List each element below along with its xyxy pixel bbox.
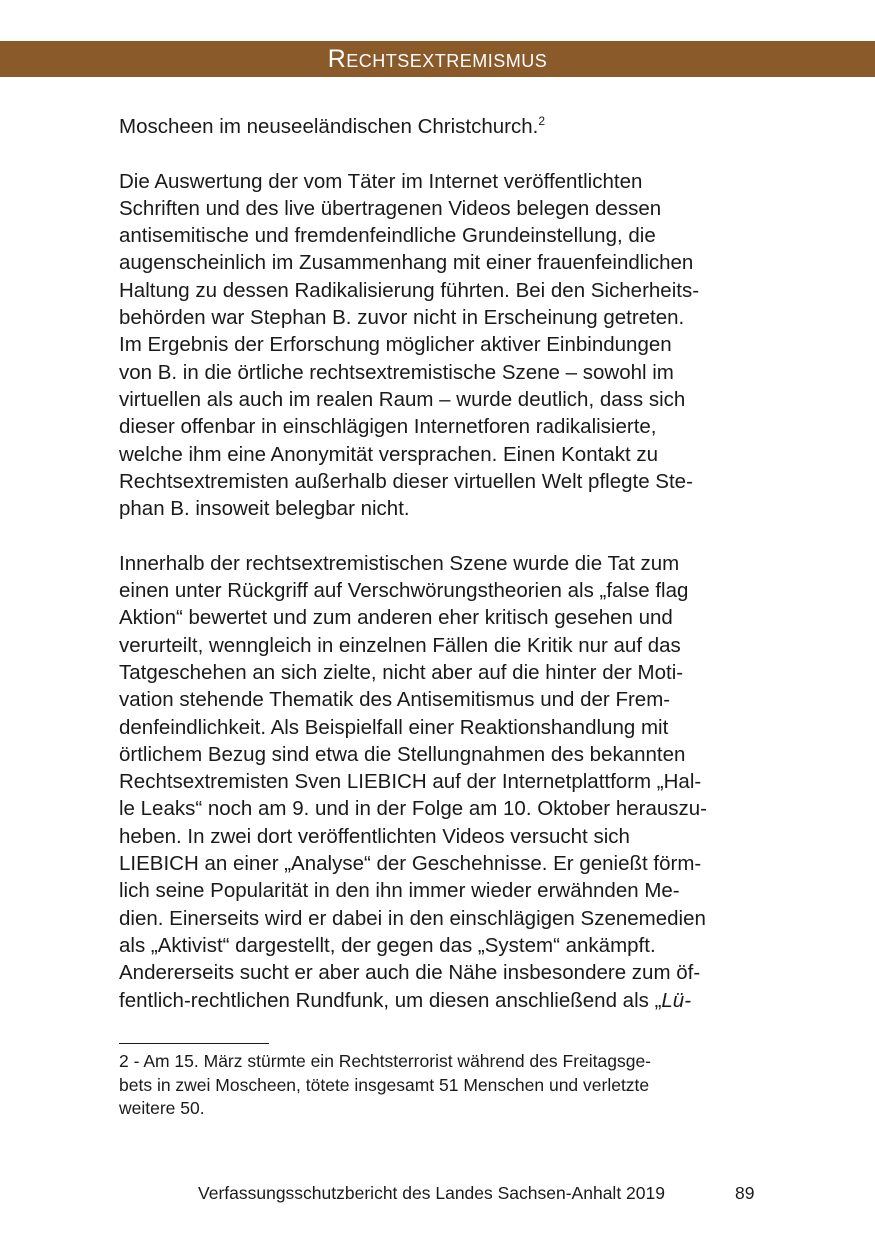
footnote-divider: [119, 1043, 269, 1044]
paragraph-line: Im Ergebnis der Erforschung möglicher aktiver Einbindungen: [119, 333, 672, 357]
paragraph-line: vation stehende Thematik des Antisemitismus und der Frem-: [119, 688, 671, 712]
footnote-line: bets in zwei Moscheen, tötete insgesamt 51 Menschen und verletzte: [119, 1074, 650, 1095]
paragraph-line: lich seine Popularität in den ihn immer wieder erwähnden Me-: [119, 879, 680, 903]
italic-text: Lü-: [661, 988, 692, 1012]
paragraph-line: Rechtsextremisten Sven LIEBICH auf der Internetplattform „Hal-: [119, 770, 702, 794]
paragraph-line: örtlichem Bezug sind etwa die Stellungnahmen des bekannten: [119, 742, 686, 766]
footnote: [119, 1050, 759, 1121]
paragraph-line: denfeindlichkeit. Als Beispielfall einer Reaktionshandlung mit: [119, 715, 669, 739]
footnote-reference[interactable]: 2: [538, 114, 546, 129]
paragraph-line: Rechtsextremisten außerhalb dieser virtuellen Welt pflegte Ste-: [119, 469, 693, 493]
paragraph-line: augenscheinlich im Zusammenhang mit einer frauenfeindlichen: [119, 251, 694, 275]
footnote-line: weitere 50.: [119, 1098, 205, 1118]
publication-title: Verfassungsschutzbericht des Landes Sachsen-Anhalt 2019: [198, 1183, 665, 1203]
paragraph-line: behörden war Stephan B. zuvor nicht in Erscheinung getreten.: [119, 306, 685, 330]
paragraph-line: als „Aktivist“ dargestellt, der gegen das „System“ ankämpft.: [119, 933, 656, 957]
paragraph-line: Aktion“ bewertet und zum anderen eher kritisch gesehen und: [119, 606, 673, 630]
footnote-line: 2 - Am 15. März stürmte ein Rechtsterrorist während des Freitagsge-: [119, 1051, 652, 1071]
paragraph-line: fentlich-rechtlichen Rundfunk, um diesen anschließend als „Lü-: [119, 988, 692, 1012]
paragraph-line: Tatgeschehen an sich zielte, nicht aber auf die hinter der Moti-: [119, 660, 684, 684]
paragraph-line: einen unter Rückgriff auf Verschwörungstheorien als „false flag: [119, 579, 689, 603]
paragraph-line: dieser offenbar in einschlägigen Internetforen radikalisierte,: [119, 415, 657, 439]
paragraph-line: Innerhalb der rechtsextremistischen Szene wurde die Tat zum: [119, 551, 680, 575]
section-title: Rechtsextremismus: [327, 45, 548, 73]
paragraph-line: heben. In zwei dort veröffentlichten Videos versucht sich: [119, 824, 630, 848]
paragraph-line: welche ihm eine Anonymität versprachen. Einen Kontakt zu: [119, 442, 658, 466]
paragraph-line: Moscheen im neuseeländischen Christchurch.$^2$: [119, 114, 546, 138]
paragraph-line: LIEBICH an einer „Analyse“ der Geschehnisse. Er genießt förm-: [119, 852, 702, 876]
paragraph-line: dien. Einerseits wird er dabei in den einschlägigen Szenemedien: [119, 906, 706, 930]
paragraph-line: Andererseits sucht er aber auch die Nähe insbesondere zum öf-: [119, 961, 701, 985]
paragraph-line: Haltung zu dessen Radikalisierung führten. Bei den Sicherheits-: [119, 278, 700, 302]
paragraph-line: von B. in die örtliche rechtsextremistische Szene – sowohl im: [119, 360, 674, 384]
paragraph-line: virtuellen als auch im realen Raum – wurde deutlich, dass sich: [119, 387, 686, 411]
paragraph-line: le Leaks“ noch am 9. und in der Folge am 10. Oktober herauszu-: [119, 797, 707, 821]
paragraph-line: verurteilt, wenngleich in einzelnen Fällen die Kritik nur auf das: [119, 633, 681, 657]
paragraph-line: Schriften und des live übertragenen Videos belegen dessen: [119, 196, 662, 220]
section-header-band: [0, 41, 875, 77]
paragraph-line: antisemitische und fremdenfeindliche Grundeinstellung, die: [119, 224, 656, 248]
page-number: 89: [735, 1183, 755, 1203]
paragraph-line: Die Auswertung der vom Täter im Internet veröffentlichten: [119, 169, 643, 193]
body-text: [119, 113, 759, 1014]
paragraph-line: phan B. insoweit belegbar nicht.: [119, 497, 410, 521]
